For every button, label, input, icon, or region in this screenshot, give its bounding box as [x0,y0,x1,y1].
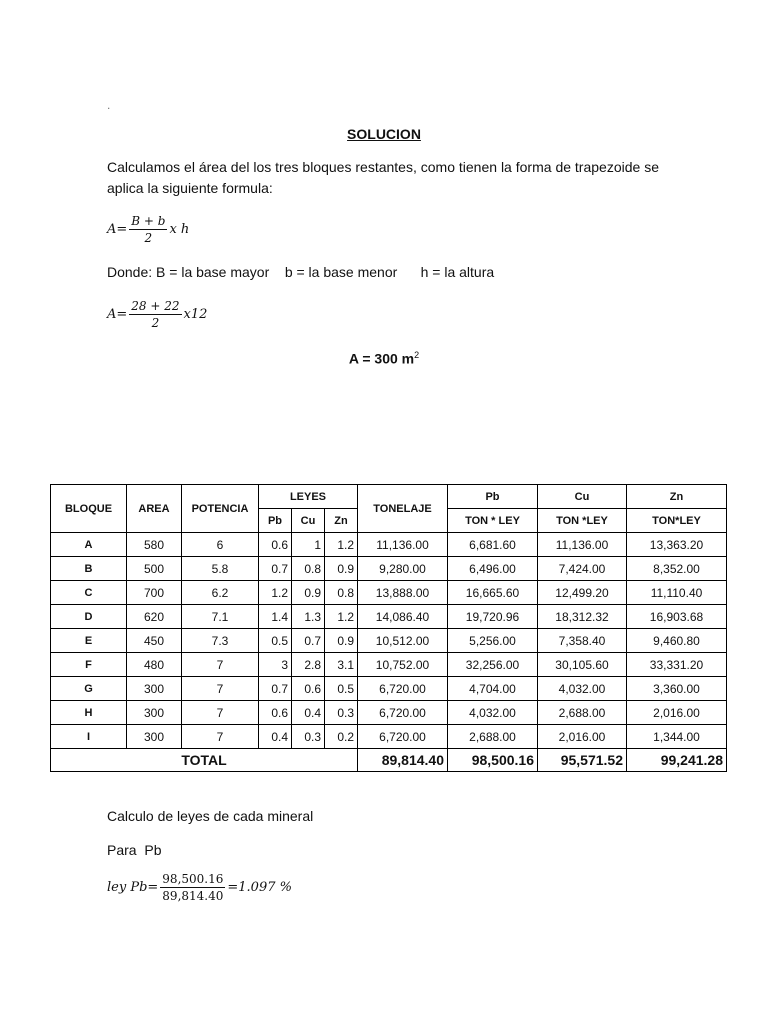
cell-ton-zn: 16,903.68 [627,605,727,629]
stray-dot: . [107,98,111,112]
page-title: SOLUCION [347,126,421,142]
cell-ton-zn: 2,016.00 [627,701,727,725]
cell-ton-cu: 2,016.00 [538,725,627,749]
cell-ton-pb: 32,256.00 [448,653,538,677]
cell-ton-pb: 5,256.00 [448,629,538,653]
header-ton-zn: TON*LEY [627,509,727,533]
cell-tonelaje: 6,720.00 [358,701,448,725]
cell-potencia: 5.8 [182,557,259,581]
formula-fraction [129,299,181,330]
cell-bloque: C [51,581,127,605]
cell-area: 580 [127,533,182,557]
cell-ley-pb: 0.5 [259,629,292,653]
cell-bloque: I [51,725,127,749]
table-row [51,725,727,749]
cell-ton-cu: 30,105.60 [538,653,627,677]
calc-title: Calculo de leyes de cada mineral [107,808,314,824]
cell-area: 480 [127,653,182,677]
fraction-denominator: 2 [151,316,160,330]
cell-potencia: 7 [182,653,259,677]
table-total-row [51,749,727,772]
intro-paragraph: Calculamos el área del los tres bloques restantes, como tienen la forma de trapezoide se aplica la siguiente formula: [107,159,659,196]
cell-area: 450 [127,629,182,653]
substituted-formula [107,299,207,330]
cell-ton-zn: 13,363.20 [627,533,727,557]
header-ley-zn: Zn [325,509,358,533]
fraction-numerator: 28 + 22 [131,299,180,313]
formula-lhs: ley Pb= [107,880,159,895]
cell-ton-cu: 7,358.40 [538,629,627,653]
cell-tonelaje: 13,888.00 [358,581,448,605]
total-zn: 99,241.28 [627,749,727,772]
cell-tonelaje: 10,512.00 [358,629,448,653]
cell-ley-zn: 0.5 [325,677,358,701]
cell-bloque: H [51,701,127,725]
formula-tail: x h [169,222,190,237]
cell-ton-cu: 12,499.20 [538,581,627,605]
cell-area: 300 [127,701,182,725]
cell-bloque: A [51,533,127,557]
fraction-numerator: B + b [131,214,166,228]
cell-tonelaje: 14,086.40 [358,605,448,629]
fraction-numerator: 98,500.16 [162,872,224,886]
cell-ton-pb: 6,496.00 [448,557,538,581]
cell-ley-pb: 1.2 [259,581,292,605]
table-row [51,533,727,557]
formula-lhs: A= [107,307,128,322]
cell-ton-pb: 16,665.60 [448,581,538,605]
cell-bloque: G [51,677,127,701]
cell-ton-cu: 4,032.00 [538,677,627,701]
header-ton-pb: TON * LEY [448,509,538,533]
cell-ley-cu: 1.3 [292,605,325,629]
header-potencia: POTENCIA [182,485,259,533]
cell-ley-pb: 3 [259,653,292,677]
cell-tonelaje: 6,720.00 [358,725,448,749]
formula-fraction [160,872,225,903]
cell-ton-zn: 33,331.20 [627,653,727,677]
cell-tonelaje: 10,752.00 [358,653,448,677]
cell-ton-cu: 2,688.00 [538,701,627,725]
cell-ley-cu: 0.9 [292,581,325,605]
cell-area: 500 [127,557,182,581]
cell-area: 300 [127,677,182,701]
cell-ton-zn: 9,460.80 [627,629,727,653]
table-row [51,653,727,677]
total-pb: 98,500.16 [448,749,538,772]
formula-fraction [129,214,167,245]
header-zn-top: Zn [627,485,727,509]
cell-ton-zn: 1,344.00 [627,725,727,749]
cell-ley-cu: 0.4 [292,701,325,725]
cell-bloque: B [51,557,127,581]
cell-ton-cu: 18,312.32 [538,605,627,629]
cell-ton-pb: 19,720.96 [448,605,538,629]
cell-area: 300 [127,725,182,749]
cell-ley-cu: 0.7 [292,629,325,653]
table-row [51,677,727,701]
cell-potencia: 7 [182,677,259,701]
cell-ley-pb: 0.6 [259,701,292,725]
header-ley-cu: Cu [292,509,325,533]
formula-lhs: A= [107,222,128,237]
table-row [51,629,727,653]
table-row [51,581,727,605]
total-cu: 95,571.52 [538,749,627,772]
header-cu-top: Cu [538,485,627,509]
cell-ley-zn: 0.2 [325,725,358,749]
trapezoid-formula [107,214,189,245]
cell-bloque: E [51,629,127,653]
cell-ley-cu: 2.8 [292,653,325,677]
fraction-denominator: 89,814.40 [162,889,224,903]
header-pb-top: Pb [448,485,538,509]
ley-pb-formula [107,872,292,903]
cell-ley-zn: 3.1 [325,653,358,677]
cell-area: 620 [127,605,182,629]
cell-ton-pb: 6,681.60 [448,533,538,557]
cell-ley-cu: 1 [292,533,325,557]
cell-ley-cu: 0.3 [292,725,325,749]
cell-ton-cu: 11,136.00 [538,533,627,557]
table-row [51,605,727,629]
cell-ley-pb: 1.4 [259,605,292,629]
table-header-row [51,485,727,509]
cell-ton-pb: 2,688.00 [448,725,538,749]
formula-tail: =1.097 % [227,880,292,895]
cell-tonelaje: 9,280.00 [358,557,448,581]
header-tonelaje: TONELAJE [358,485,448,533]
cell-ley-zn: 1.2 [325,533,358,557]
cell-ton-zn: 11,110.40 [627,581,727,605]
cell-ley-zn: 0.9 [325,629,358,653]
header-ton-cu: TON *LEY [538,509,627,533]
total-tonelaje: 89,814.40 [358,749,448,772]
header-ley-pb: Pb [259,509,292,533]
cell-ley-pb: 0.6 [259,533,292,557]
cell-potencia: 7 [182,725,259,749]
cell-ton-cu: 7,424.00 [538,557,627,581]
cell-ton-zn: 8,352.00 [627,557,727,581]
cell-area: 700 [127,581,182,605]
blocks-table [50,484,727,772]
formula-tail: x12 [183,307,208,322]
cell-potencia: 6 [182,533,259,557]
cell-ley-pb: 0.4 [259,725,292,749]
cell-potencia: 6.2 [182,581,259,605]
cell-ley-zn: 0.3 [325,701,358,725]
cell-ley-pb: 0.7 [259,677,292,701]
cell-bloque: D [51,605,127,629]
area-result-text: A = 300 m [348,350,415,367]
cell-ton-zn: 3,360.00 [627,677,727,701]
cell-tonelaje: 11,136.00 [358,533,448,557]
total-label: TOTAL [51,749,358,772]
variables-definition: Donde: B = la base mayor b = la base menor h = la altura [107,264,495,280]
header-leyes: LEYES [259,485,358,509]
fraction-denominator: 2 [144,231,153,245]
cell-ley-cu: 0.8 [292,557,325,581]
header-bloque: BLOQUE [51,485,127,533]
cell-ley-zn: 0.8 [325,581,358,605]
area-result-exponent: 2 [414,350,420,360]
para-pb-label: Para Pb [107,842,162,858]
table-row [51,557,727,581]
cell-ley-cu: 0.6 [292,677,325,701]
cell-ton-pb: 4,032.00 [448,701,538,725]
cell-ley-zn: 0.9 [325,557,358,581]
cell-tonelaje: 6,720.00 [358,677,448,701]
table-row [51,701,727,725]
cell-potencia: 7.1 [182,605,259,629]
cell-ley-zn: 1.2 [325,605,358,629]
cell-potencia: 7 [182,701,259,725]
cell-potencia: 7.3 [182,629,259,653]
cell-ley-pb: 0.7 [259,557,292,581]
cell-ton-pb: 4,704.00 [448,677,538,701]
area-result [0,350,768,367]
header-area: AREA [127,485,182,533]
cell-bloque: F [51,653,127,677]
